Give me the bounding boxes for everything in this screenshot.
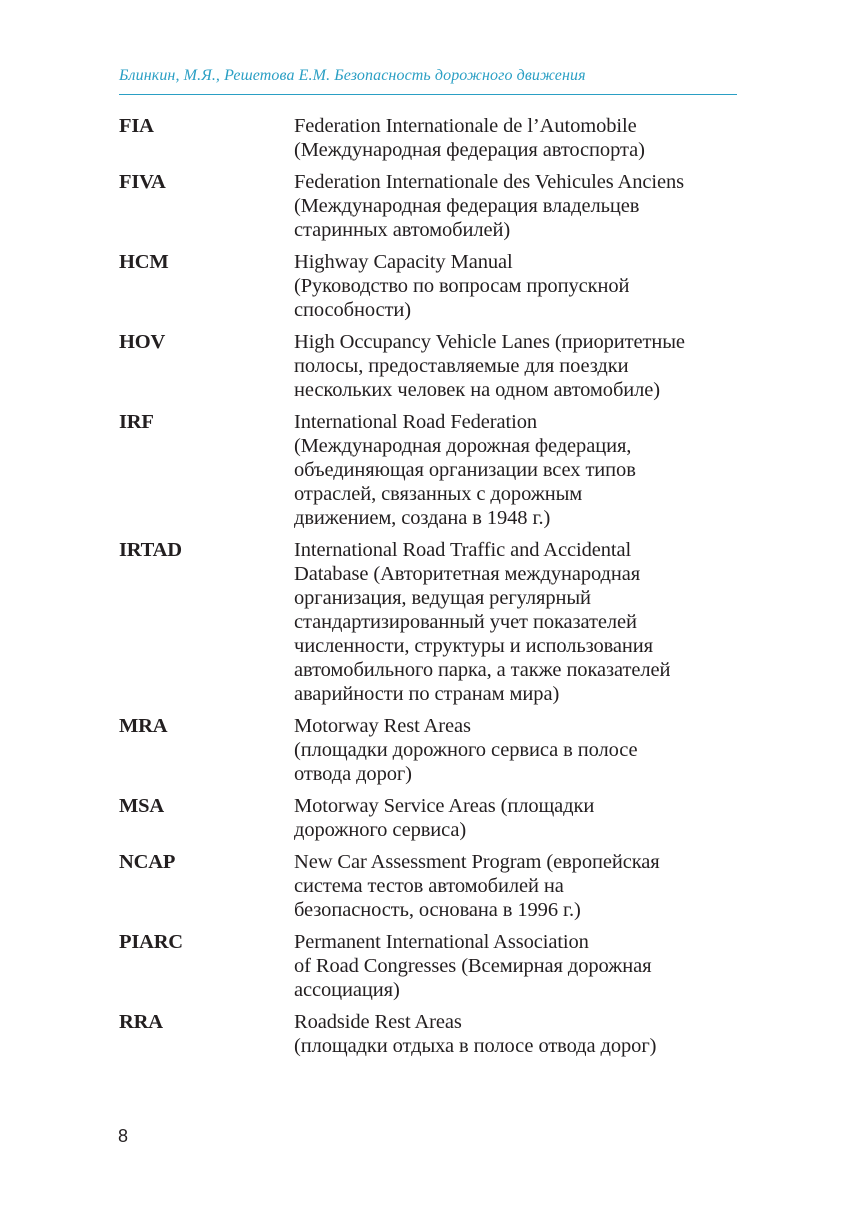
abbreviation-description: International Road Traffic and Accidental Database (Авторитетная международная организация, ведущая регулярный стандартизированный учет показателей численности, структуры и использования автомобильного парка, а также показателей аварийности по странам мира) (294, 539, 671, 705)
list-item (119, 930, 744, 1002)
abbreviation-description: New Car Assessment Program (европейская система тестов автомобилей на безопасность, основана в 1996 г.) (294, 851, 660, 921)
list-item (119, 714, 744, 786)
abbreviation: MRA (119, 715, 168, 737)
page-number: 8 (118, 1126, 129, 1146)
abbreviation: HCM (119, 251, 169, 273)
list-item (119, 250, 744, 322)
list-item (119, 794, 744, 842)
abbreviation-description: High Occupancy Vehicle Lanes (приоритетные полосы, предоставляемые для поездки нескольких человек на одном автомобиле) (294, 331, 685, 401)
abbreviation-description: Motorway Rest Areas (площадки дорожного сервиса в полосе отвода дорог) (294, 715, 638, 785)
list-item (119, 170, 744, 242)
abbreviation: IRF (119, 411, 154, 433)
abbreviation: NCAP (119, 851, 176, 873)
list-item (119, 114, 744, 162)
abbreviation-description: Motorway Service Areas (площадки дорожного сервиса) (294, 795, 595, 841)
list-item (119, 330, 744, 402)
abbreviation: RRA (119, 1011, 163, 1033)
abbreviation: MSA (119, 795, 164, 817)
list-item (119, 538, 744, 706)
abbreviation: PIARC (119, 931, 183, 953)
abbreviation-list (119, 114, 744, 1066)
running-header (119, 64, 737, 95)
abbreviation: IRTAD (119, 539, 182, 561)
abbreviation-description: Permanent International Association of Road Congresses (Всемирная дорожная ассоциация) (294, 931, 652, 1001)
abbreviation-description: Federation Internationale de l’Automobile (Международная федерация автоспорта) (294, 115, 645, 161)
abbreviation: FIA (119, 115, 154, 137)
abbreviation: HOV (119, 331, 166, 353)
running-header-title: Блинкин, М.Я., Решетова Е.М. Безопасность дорожного движения (119, 67, 586, 84)
abbreviation-description: Federation Internationale des Vehicules Anciens (Международная федерация владельцев старинных автомобилей) (294, 171, 684, 241)
abbreviation-description: Highway Capacity Manual (Руководство по вопросам пропускной способности) (294, 251, 630, 321)
abbreviation: FIVA (119, 171, 166, 193)
list-item (119, 850, 744, 922)
abbreviation-description: International Road Federation (Международная дорожная федерация, объединяющая организации всех типов отраслей, связанных с дорожным движением, создана в 1948 г.) (294, 411, 636, 529)
list-item (119, 1010, 744, 1058)
list-item (119, 410, 744, 530)
abbreviation-description: Roadside Rest Areas (площадки отдыха в полосе отвода дорог) (294, 1011, 657, 1057)
